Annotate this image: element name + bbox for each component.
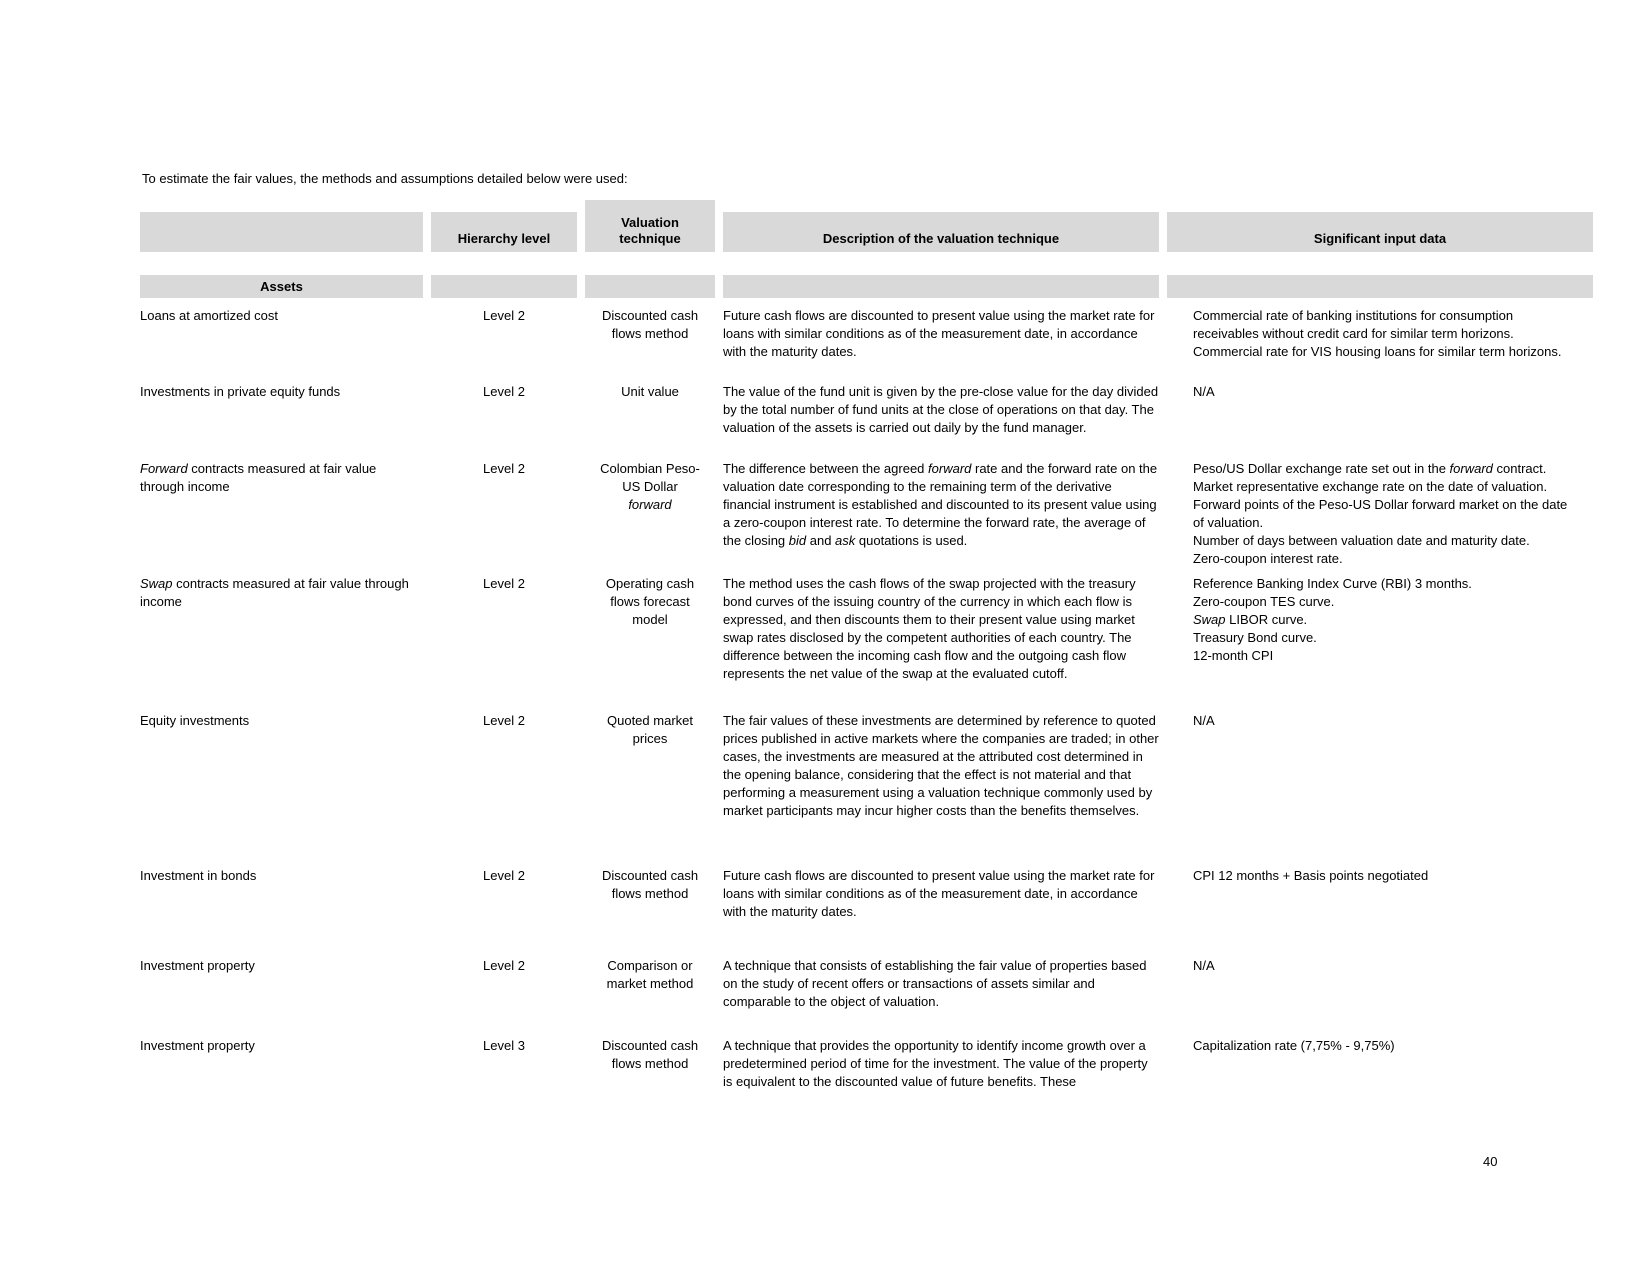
row-description: Future cash flows are discounted to present value using the market rate for loans with similar conditions as of the measurement date, in accordance with the maturity dates. [723,308,1155,359]
row-item: Investment property [140,1038,255,1053]
row-item: Investment property [140,958,255,973]
assets-section-row [140,275,1593,298]
row-item: Swap contracts measured at fair value through income [140,576,409,609]
table-row [140,383,1593,460]
table-row [140,957,1593,1037]
assets-section-fill [723,275,1159,298]
row-hierarchy-level: Level 2 [483,713,525,728]
row-item: Forward contracts measured at fair value through income [140,461,377,494]
table-row [140,460,1593,575]
table-row [140,307,1593,383]
row-valuation-technique: Quoted market prices [607,713,693,746]
row-item: Investments in private equity funds [140,384,341,399]
intro-text: To estimate the fair values, the methods and assumptions detailed below were used: [142,171,628,186]
row-hierarchy-level: Level 2 [483,461,525,476]
row-input-data: N/A [1193,713,1215,728]
row-hierarchy-level: Level 2 [483,576,525,591]
row-item: Equity investments [140,713,250,728]
row-input-data: N/A [1193,958,1215,973]
valuation-table [140,200,1593,1097]
row-input-data: Capitalization rate (7,75% - 9,75%) [1193,1038,1395,1053]
table-row [140,1037,1593,1097]
row-hierarchy-level: Level 2 [483,308,525,323]
row-item: Investment in bonds [140,868,257,883]
header-item-column [140,212,423,252]
assets-section-title: Assets [140,275,423,298]
row-description: A technique that provides the opportunity to identify income growth over a predetermined period of time for the investment. The value of the property is equivalent to the discounted value of future benefits. These [723,1038,1148,1089]
assets-section-fill [431,275,577,298]
row-description: A technique that consists of establishing the fair value of properties based on the study of recent offers or transactions of assets similar and comparable to the object of valuation. [723,958,1147,1009]
row-input-data: Reference Banking Index Curve (RBI) 3 months. Zero-coupon TES curve. Swap LIBOR curve. Treasury Bond curve. 12-month CPI [1193,576,1472,663]
row-input-data: CPI 12 months + Basis points negotiated [1193,868,1429,883]
table-body [140,307,1593,1097]
row-item: Loans at amortized cost [140,308,279,323]
header-hierarchy-level: Hierarchy level [431,212,577,252]
row-description: The value of the fund unit is given by the pre-close value for the day divided by the total number of fund units at the close of operations on that day. The valuation of the assets is carried out daily by the fund manager. [723,384,1159,435]
row-hierarchy-level: Level 2 [483,958,525,973]
row-description: Future cash flows are discounted to present value using the market rate for loans with similar conditions as of the measurement date, in accordance with the maturity dates. [723,868,1155,919]
row-valuation-technique: Comparison or market method [606,958,694,991]
header-description: Description of the valuation technique [723,212,1159,252]
row-input-data: Commercial rate of banking institutions for consumption receivables without credit card for similar term horizons. Commercial rate for VIS housing loans for similar term horizons. [1193,308,1562,359]
row-valuation-technique: Discounted cash flows method [601,868,699,901]
row-input-data: N/A [1193,384,1215,399]
table-header-row [140,200,1593,252]
page-number: 40 [1483,1154,1498,1169]
row-hierarchy-level: Level 3 [483,1038,525,1053]
table-row [140,712,1593,867]
row-valuation-technique: Discounted cash flows method [601,1038,699,1071]
row-hierarchy-level: Level 2 [483,384,525,399]
row-description: The fair values of these investments are determined by reference to quoted prices published in active markets where the companies are traded; in other cases, the investments are measured at the attributed cost determined in the opening balance, considering that the effect is not material and that performing a measurement using a valuation technique commonly used by market participants may incur higher costs than the benefits themselves. [723,713,1159,818]
assets-section-fill [585,275,715,298]
assets-section-fill [1167,275,1593,298]
header-valuation-technique: Valuation technique [585,200,715,252]
row-description: The method uses the cash flows of the swap projected with the treasury bond curves of the issuing country of the currency in which each flow is expressed, and then discounts them to their present value using market swap rates disclosed by the competent authorities of each country. The difference between the incoming cash flow and the outgoing cash flow represents the net value of the swap at the evaluated cutoff. [723,576,1136,681]
row-hierarchy-level: Level 2 [483,868,525,883]
row-description: The difference between the agreed forward rate and the forward rate on the valuation date corresponding to the remaining term of the derivative financial instrument is established and discounted to its present value using a zero-coupon interest rate. To determine the forward rate, the average of the closing bid and ask quotations is used. [723,461,1158,548]
row-valuation-technique: Unit value [621,384,679,399]
table-row [140,867,1593,957]
table-row [140,575,1593,712]
row-valuation-technique: Operating cash flows forecast model [605,576,695,627]
row-input-data: Peso/US Dollar exchange rate set out in the forward contract. Market representative exchange rate on the date of valuation. Forward points of the Peso-US Dollar forward market on the date of valuation. Number of days between valuation date and maturity date. Zero-coupon interest rate. [1193,461,1568,566]
row-valuation-technique: Discounted cash flows method [601,308,699,341]
row-valuation-technique: Colombian Peso- US Dollar forward [600,461,700,512]
header-significant-input: Significant input data [1167,212,1593,252]
